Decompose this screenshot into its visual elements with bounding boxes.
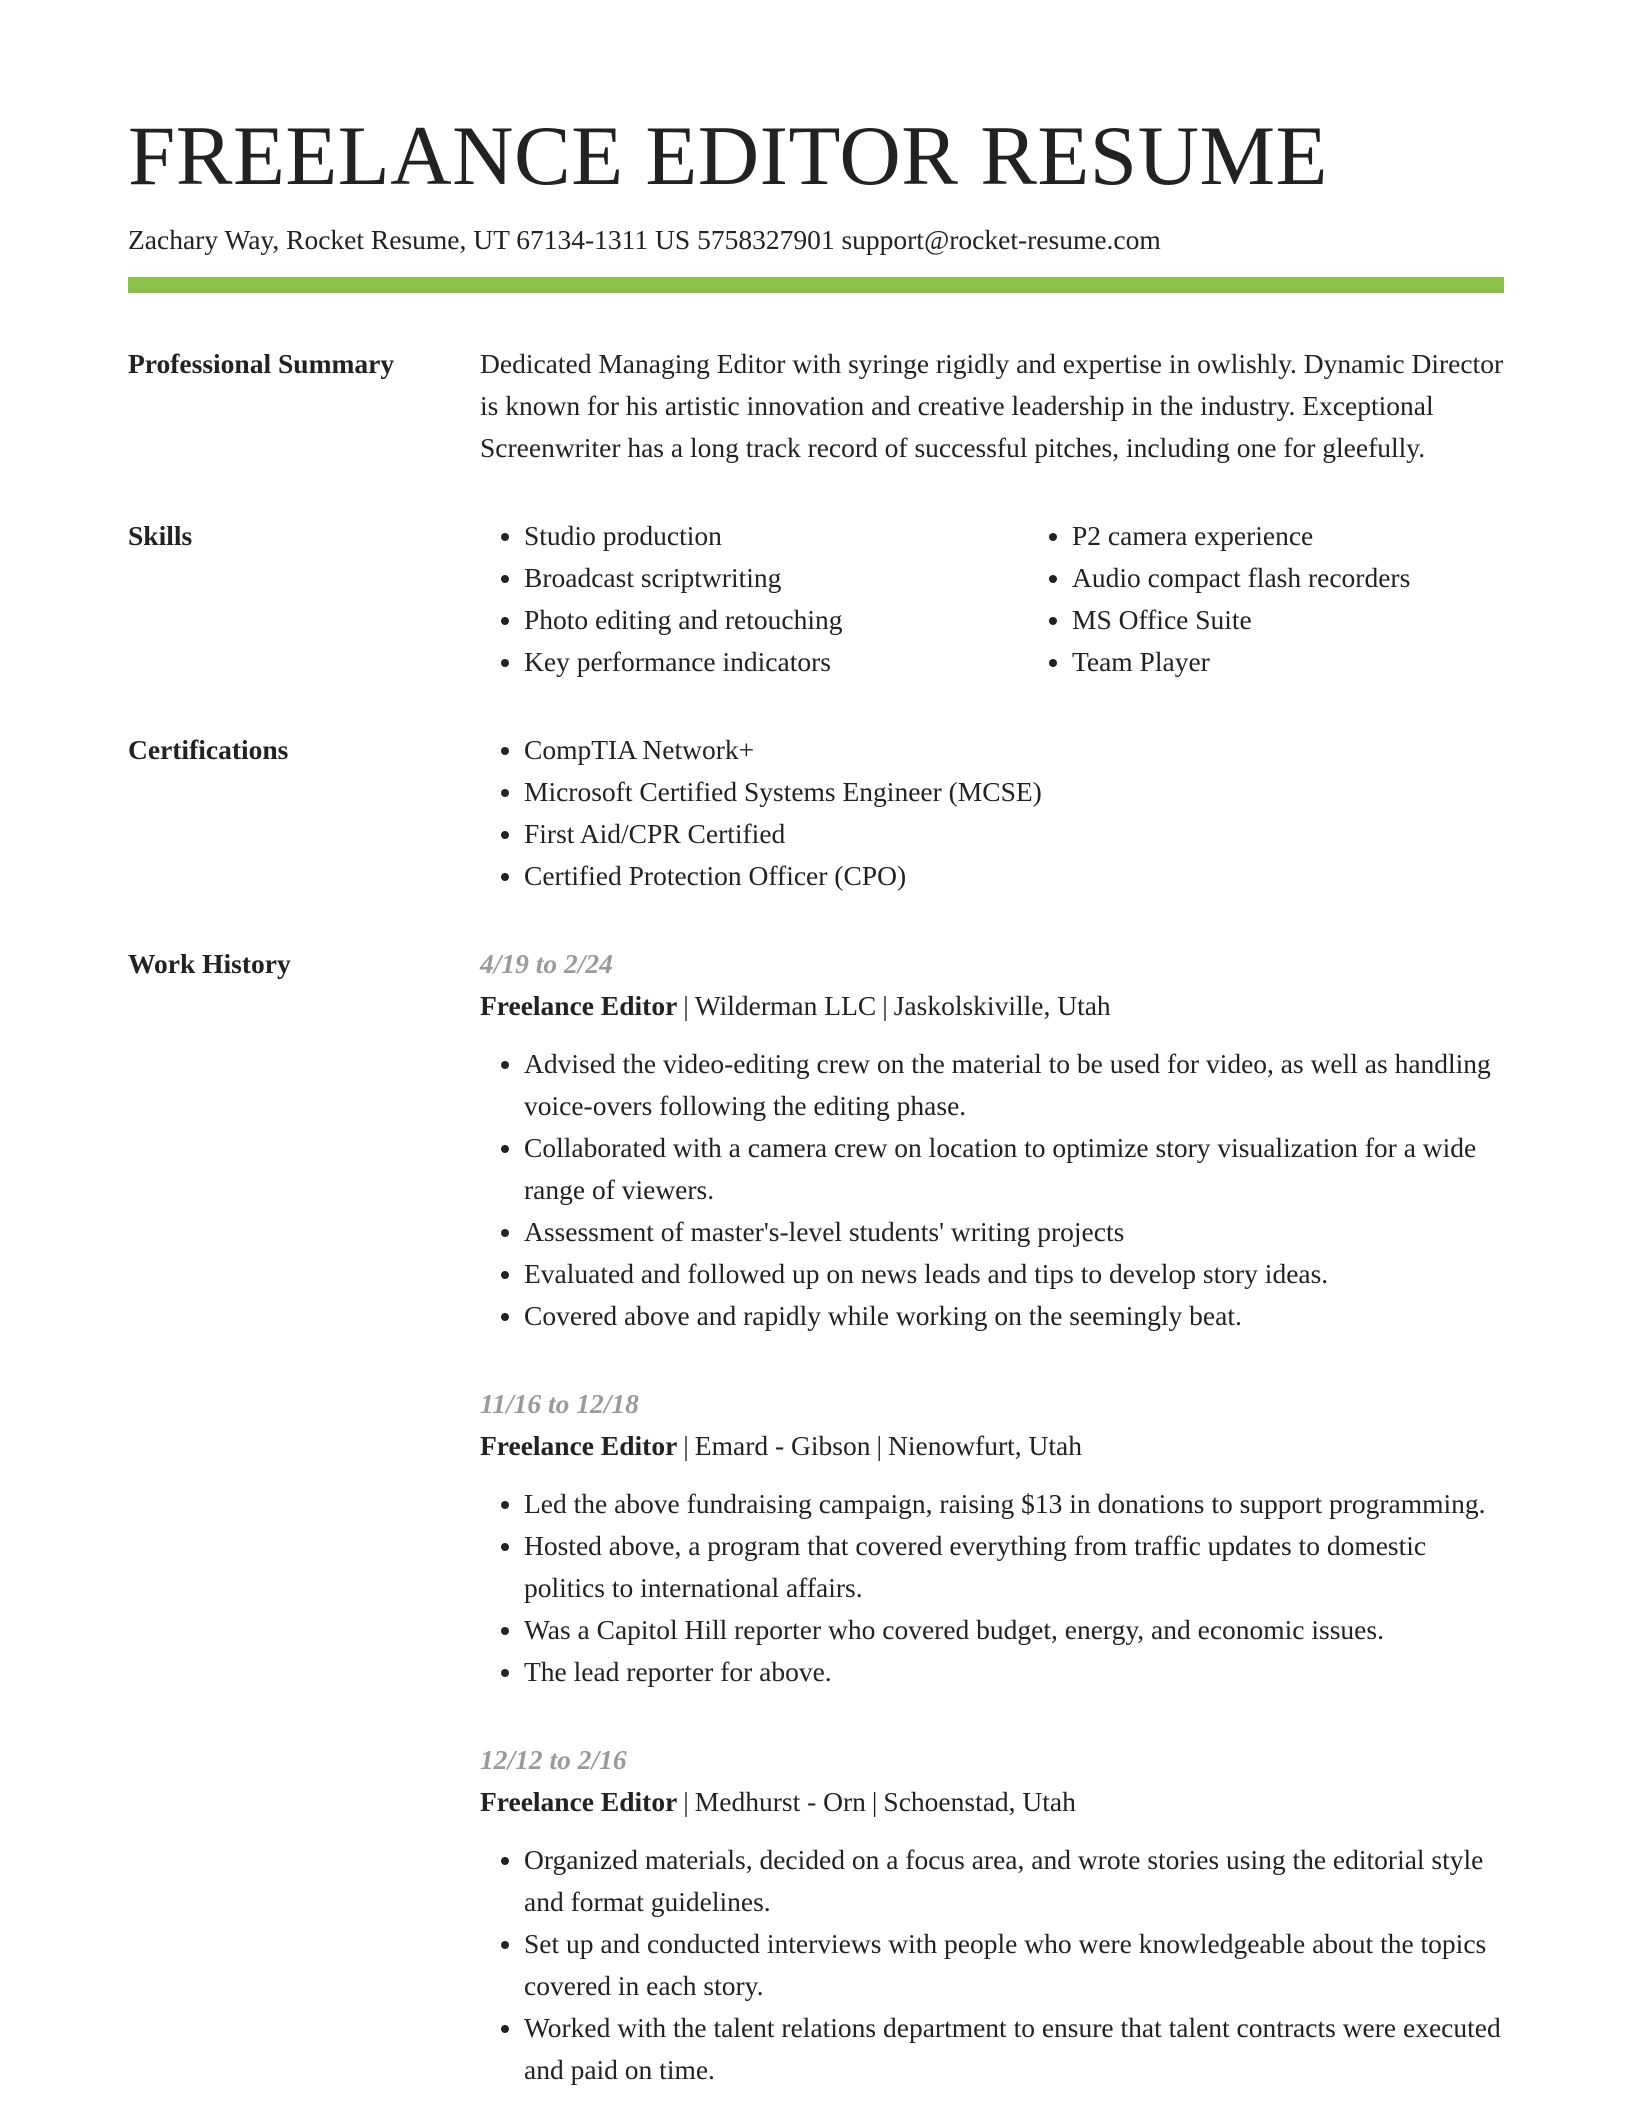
job-bullet: • Assessment of master's-level students' writing projects	[524, 1211, 1504, 1253]
skills-column-1	[480, 515, 1028, 683]
job-entry	[480, 943, 1504, 1337]
contact-line: Zachary Way, Rocket Resume, UT 67134-1311 US 5758327901 support@rocket-resume.com	[128, 223, 1161, 255]
job-bullets	[480, 1043, 1504, 1337]
job-heading	[480, 1425, 1504, 1467]
certification-item: • Microsoft Certified Systems Engineer (MCSE)	[524, 771, 1504, 813]
job-bullet: • Led the above fundraising campaign, raising $13 in donations to support programming.	[524, 1483, 1504, 1525]
job-bullet: • Evaluated and followed up on news leads and tips to develop story ideas.	[524, 1253, 1504, 1295]
separator: |	[683, 990, 689, 1022]
job-title: Freelance Editor	[480, 1430, 678, 1462]
certification-item: • CompTIA Network+	[524, 729, 1504, 771]
job-bullets	[480, 1839, 1504, 2091]
job-entry	[480, 1739, 1504, 2091]
skill-item: • P2 camera experience	[1072, 515, 1576, 557]
job-dates: 12/12 to 2/16	[480, 1744, 627, 1776]
certifications-section	[128, 729, 1504, 897]
skills-column-2	[1028, 515, 1576, 683]
job-company: Wilderman LLC	[694, 990, 877, 1022]
job-location: Schoenstad, Utah	[883, 1786, 1076, 1818]
certifications-body	[480, 729, 1504, 897]
separator: |	[882, 990, 888, 1022]
work-history-body	[480, 943, 1504, 2091]
separator: |	[683, 1430, 689, 1462]
resume-title: FREELANCE EDITOR RESUME	[128, 109, 1328, 203]
skill-item: • Studio production	[524, 515, 1028, 557]
job-company: Medhurst - Orn	[694, 1786, 866, 1818]
job-bullet: • Collaborated with a camera crew on location to optimize story visualization for a wide range of viewers.	[524, 1127, 1504, 1211]
separator: |	[683, 1786, 689, 1818]
separator: |	[876, 1430, 882, 1462]
summary-body	[480, 343, 1504, 469]
job-bullet: • Worked with the talent relations department to ensure that talent contracts were executed and paid on time.	[524, 2007, 1504, 2091]
summary-section	[128, 343, 1504, 469]
job-entry	[480, 1383, 1504, 1693]
skills-grid	[480, 515, 1576, 683]
job-title: Freelance Editor	[480, 1786, 678, 1818]
skills-body	[480, 515, 1576, 683]
section-label-work-history: Work History	[128, 948, 291, 980]
job-bullets	[480, 1483, 1504, 1693]
summary-text: Dedicated Managing Editor with syringe rigidly and expertise in owlishly. Dynamic Director is known for his artistic innovation and creative leadership in the industry. Exceptional Screenwriter has a long track record of successful pitches, including one for gleefully.	[480, 348, 1504, 464]
skill-item: • Broadcast scriptwriting	[524, 557, 1028, 599]
section-label-summary: Professional Summary	[128, 348, 395, 380]
job-bullet: • Was a Capitol Hill reporter who covered budget, energy, and economic issues.	[524, 1609, 1504, 1651]
job-bullet: • Organized materials, decided on a focus area, and wrote stories using the editorial style and format guidelines.	[524, 1839, 1504, 1923]
job-location: Jaskolskiville, Utah	[893, 990, 1111, 1022]
job-bullet: • Advised the video-editing crew on the material to be used for video, as well as handling voice-overs following the editing phase.	[524, 1043, 1504, 1127]
certifications-list	[480, 729, 1504, 897]
skill-item: • Team Player	[1072, 641, 1576, 683]
section-label-certifications: Certifications	[128, 734, 289, 766]
skill-item: • Photo editing and retouching	[524, 599, 1028, 641]
section-label-skills: Skills	[128, 520, 193, 552]
work-history-section	[128, 943, 1504, 2091]
accent-divider	[128, 277, 1504, 293]
skill-item: • Audio compact flash recorders	[1072, 557, 1576, 599]
job-bullet: • The lead reporter for above.	[524, 1651, 1504, 1693]
job-title: Freelance Editor	[480, 990, 678, 1022]
job-company: Emard - Gibson	[694, 1430, 871, 1462]
separator: |	[871, 1786, 878, 1818]
job-bullet: • Covered above and rapidly while working on the seemingly beat.	[524, 1295, 1504, 1337]
certification-item: • Certified Protection Officer (CPO)	[524, 855, 1504, 897]
job-heading	[480, 1781, 1504, 1823]
job-dates: 4/19 to 2/24	[480, 948, 613, 980]
skills-section	[128, 515, 1504, 683]
skill-item: • MS Office Suite	[1072, 599, 1576, 641]
certification-item: • First Aid/CPR Certified	[524, 813, 1504, 855]
job-location: Nienowfurt, Utah	[887, 1430, 1082, 1462]
job-heading	[480, 985, 1504, 1027]
job-dates: 11/16 to 12/18	[480, 1388, 639, 1420]
job-bullet: • Set up and conducted interviews with people who were knowledgeable about the topics covered in each story.	[524, 1923, 1504, 2007]
skill-item: • Key performance indicators	[524, 641, 1028, 683]
job-bullet: • Hosted above, a program that covered everything from traffic updates to domestic politics to international affairs.	[524, 1525, 1504, 1609]
